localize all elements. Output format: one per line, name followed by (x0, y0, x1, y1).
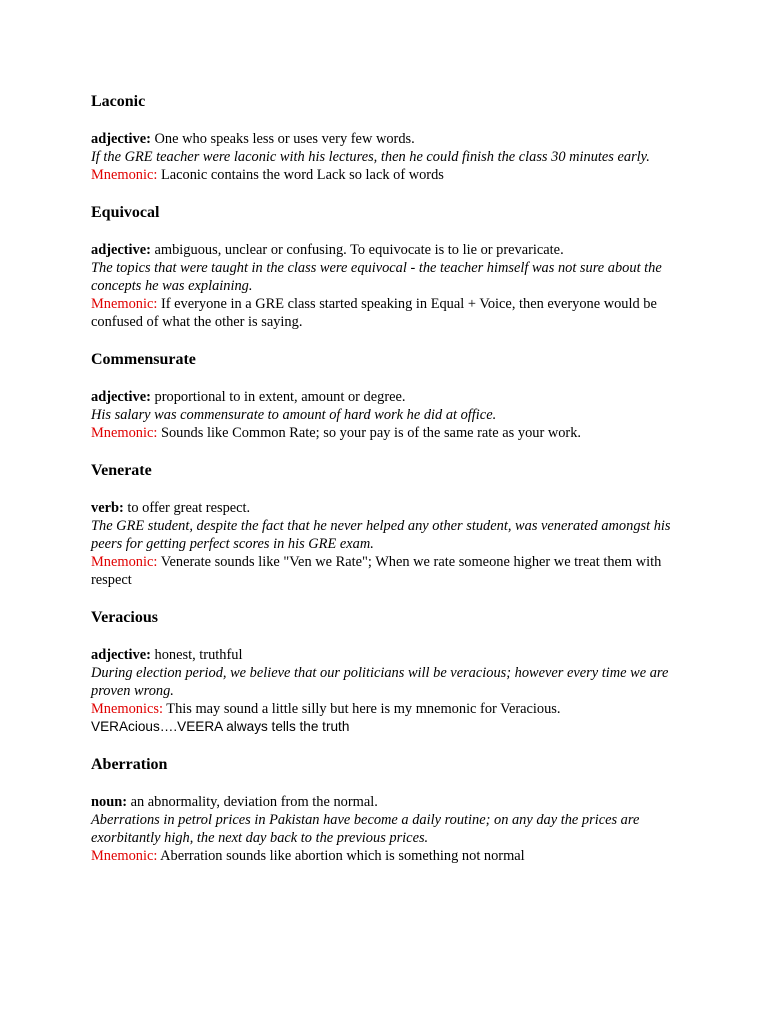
definition-text: One who speaks less or uses very few words. (150, 131, 415, 147)
mnemonic-label: Mnemonics: (91, 701, 163, 717)
mnemonic-text: Aberration sounds like abortion which is something not normal (157, 848, 525, 864)
mnemonic-line (91, 424, 691, 442)
definition-text: an abnormality, deviation from the normal. (127, 794, 378, 810)
example-sentence: If the GRE teacher were laconic with his lectures, then he could finish the class 30 minutes early. (91, 149, 650, 165)
word-heading: Aberration (91, 756, 168, 773)
mnemonic-text: If everyone in a GRE class started speaking in Equal + Voice, then everyone would be confused of what the other is saying. (91, 296, 657, 330)
definition-text: ambiguous, unclear or confusing. To equivocate is to lie or prevaricate. (150, 242, 564, 258)
part-of-speech: adjective: (91, 647, 151, 663)
definition-text: honest, truthful (150, 647, 243, 663)
example-sentence: During election period, we believe that our politicians will be veracious; however every time we are proven wrong. (91, 665, 669, 699)
entry-aberration (91, 755, 691, 865)
definition-line (91, 499, 691, 517)
part-of-speech: adjective: (91, 242, 151, 258)
definition-line (91, 646, 691, 664)
part-of-speech: verb: (91, 500, 124, 516)
mnemonic-text: Sounds like Common Rate; so your pay is of the same rate as your work. (157, 425, 582, 441)
example-sentence: The GRE student, despite the fact that he never helped any other student, was venerated amongst his peers for getting perfect scores in his GRE exam. (91, 518, 671, 552)
word-heading: Commensurate (91, 351, 196, 368)
mnemonic-line (91, 553, 691, 589)
part-of-speech: noun: (91, 794, 127, 810)
entry-venerate (91, 461, 691, 589)
entry-laconic (91, 92, 691, 184)
mnemonic-label: Mnemonic: (91, 554, 158, 570)
mnemonic-text: Venerate sounds like "Ven we Rate"; When we rate someone higher we treat them with respect (91, 554, 662, 588)
mnemonic-text: This may sound a little silly but here is my mnemonic for Veracious. (162, 701, 561, 717)
word-heading: Laconic (91, 93, 146, 110)
definition-line (91, 130, 691, 148)
example-sentence: His salary was commensurate to amount of hard work he did at office. (91, 407, 497, 423)
entry-veracious (91, 608, 691, 736)
mnemonic-line (91, 166, 691, 184)
part-of-speech: adjective: (91, 131, 151, 147)
mnemonic-line (91, 295, 691, 331)
entry-commensurate (91, 350, 691, 442)
mnemonic-label: Mnemonic: (91, 425, 158, 441)
mnemonic-label: Mnemonic: (91, 296, 158, 312)
example-sentence: The topics that were taught in the class were equivocal - the teacher himself was not sure about the concepts he was explaining. (91, 260, 662, 294)
mnemonic-line (91, 700, 691, 718)
mnemonic-label: Mnemonic: (91, 848, 158, 864)
definition-line (91, 241, 691, 259)
definition-line (91, 793, 691, 811)
definition-text: proportional to in extent, amount or degree. (150, 389, 406, 405)
document-page (91, 92, 691, 865)
word-heading: Venerate (91, 462, 152, 479)
definition-line (91, 388, 691, 406)
example-sentence: Aberrations in petrol prices in Pakistan have become a daily routine; on any day the prices are exorbitantly high, the next day back to the previous prices. (91, 812, 640, 846)
mnemonic-line (91, 847, 691, 865)
word-heading: Veracious (91, 609, 158, 626)
mnemonic-label: Mnemonic: (91, 167, 158, 183)
part-of-speech: adjective: (91, 389, 151, 405)
definition-text: to offer great respect. (123, 500, 251, 516)
entry-equivocal (91, 203, 691, 331)
word-heading: Equivocal (91, 204, 160, 221)
mnemonic-text: Laconic contains the word Lack so lack of words (157, 167, 444, 183)
mnemonic-extra-line: VERAcious….VEERA always tells the truth (91, 719, 350, 734)
